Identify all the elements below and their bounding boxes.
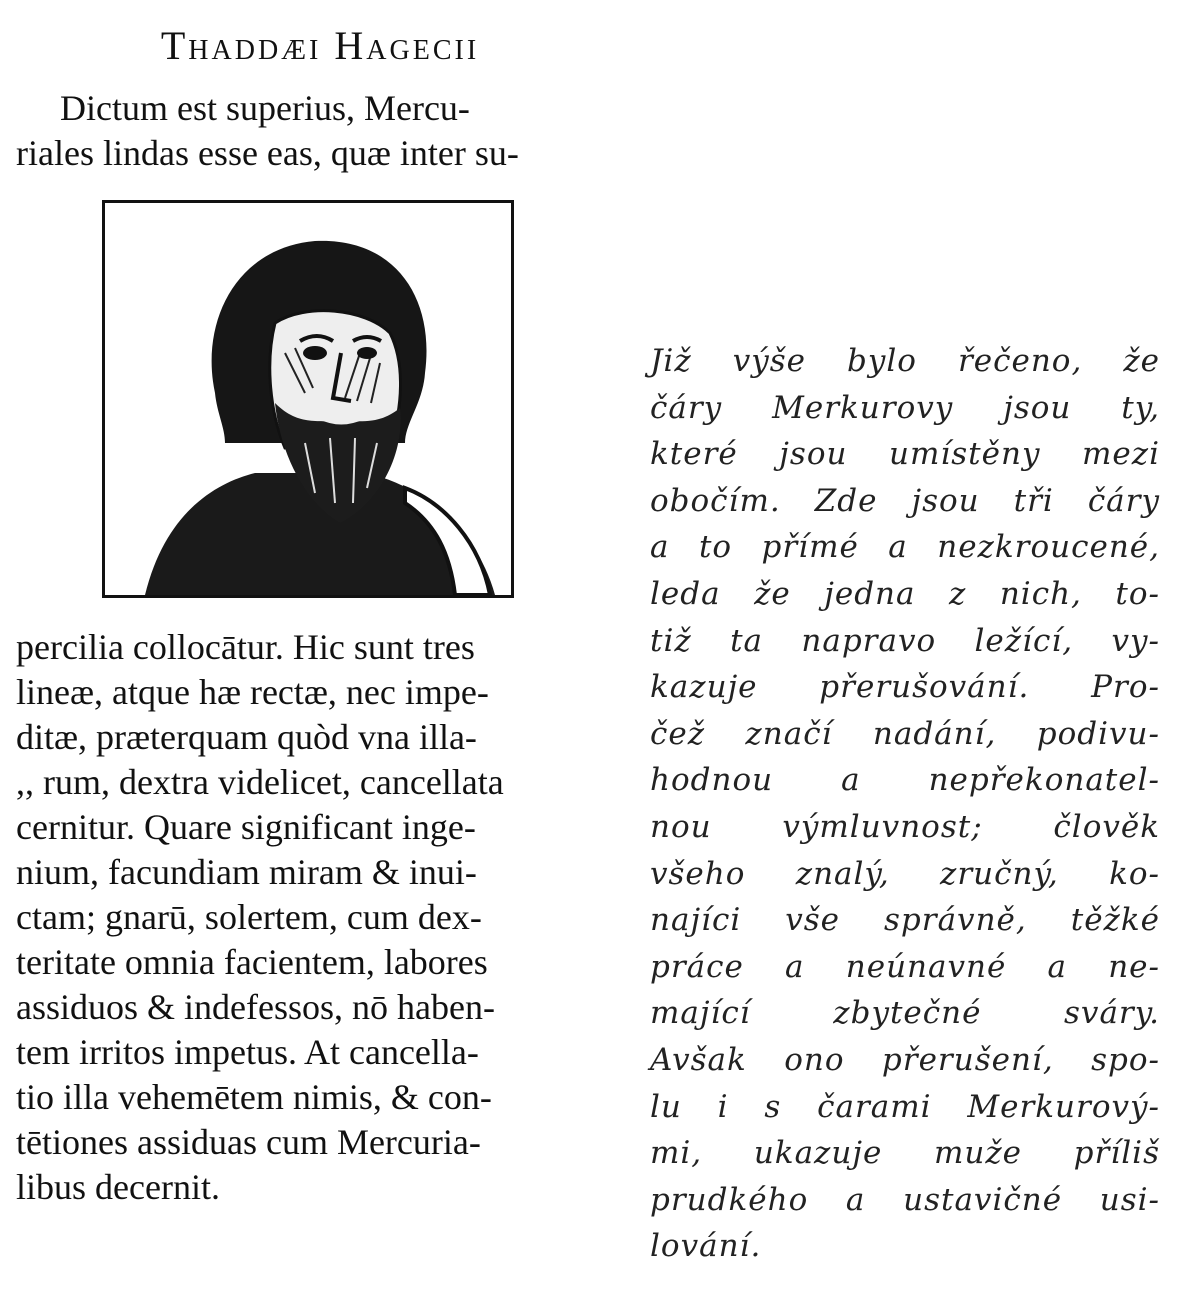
czech-line: Již výše bylo řečeno, že — [650, 343, 1160, 379]
latin-text-bottom — [16, 625, 576, 1210]
latin-line: nium, facundiam miram & inui- — [16, 852, 477, 892]
latin-line: tem irritos impetus. At cancella- — [16, 1032, 479, 1072]
portrait-icon — [105, 203, 511, 595]
czech-line: všeho znalý, zručný, ko- — [650, 855, 1160, 892]
czech-line: které jsou umístěny mezi — [650, 436, 1160, 473]
czech-line: lování. — [650, 1228, 762, 1265]
running-header: Thaddæi Hagecii — [160, 23, 480, 68]
latin-line: tētiones assiduas cum Mercuria- — [16, 1122, 481, 1162]
latin-line: ditæ, præterquam quòd vna illa- — [16, 717, 477, 757]
latin-line: tio illa vehemētem nimis, & con- — [16, 1077, 492, 1117]
czech-line: tiž ta napravo ležící, vy- — [650, 622, 1160, 659]
czech-line: Avšak ono přerušení, spo- — [650, 1041, 1160, 1078]
czech-line: najíci vše správně, těžké — [650, 902, 1160, 939]
czech-line: obočím. Zde jsou tři čáry — [650, 482, 1160, 519]
woodcut-portrait — [102, 200, 514, 598]
czech-line: leda že jedna z nich, to- — [650, 575, 1160, 612]
latin-line: teritate omnia facientem, labores — [16, 942, 488, 982]
latin-text-top — [16, 86, 576, 176]
czech-line: nou výmluvnost; člověk — [650, 808, 1160, 845]
latin-line: cernitur. Quare significant inge- — [16, 807, 476, 847]
czech-line: práce a neúnavné a ne- — [650, 948, 1160, 985]
czech-line: hodnou a nepřekonatel- — [650, 762, 1160, 799]
czech-line: a to přímé a nezkroucené, — [650, 529, 1160, 566]
czech-line: mi, ukazuje muže příliš — [650, 1135, 1160, 1172]
latin-line: lineæ, atque hæ rectæ, nec impe- — [16, 672, 489, 712]
czech-translation — [650, 338, 1160, 1270]
czech-line: kazuje přerušování. Pro- — [650, 669, 1160, 706]
latin-line: libus decernit. — [16, 1167, 220, 1207]
czech-line: lu i s čarami Merkurový- — [650, 1088, 1160, 1125]
latin-line: Dictum est superius, Mercu- — [60, 88, 470, 128]
latin-line: ,, rum, dextra videlicet, cancellata — [16, 762, 504, 802]
latin-line: assiduos & indefessos, nō haben- — [16, 987, 495, 1027]
latin-line: ctam; gnarū, solertem, cum dex- — [16, 897, 482, 937]
czech-line: čáry Merkurovy jsou ty, — [650, 389, 1160, 426]
czech-line: prudkého a ustavičné usi- — [650, 1181, 1160, 1218]
czech-line: mající zbytečné sváry. — [650, 995, 1160, 1032]
latin-line: riales lindas esse eas, quæ inter su- — [16, 133, 519, 173]
latin-line: percilia collocātur. Hic sunt tres — [16, 627, 475, 667]
czech-line: čež značí nadání, podivu- — [650, 715, 1160, 752]
